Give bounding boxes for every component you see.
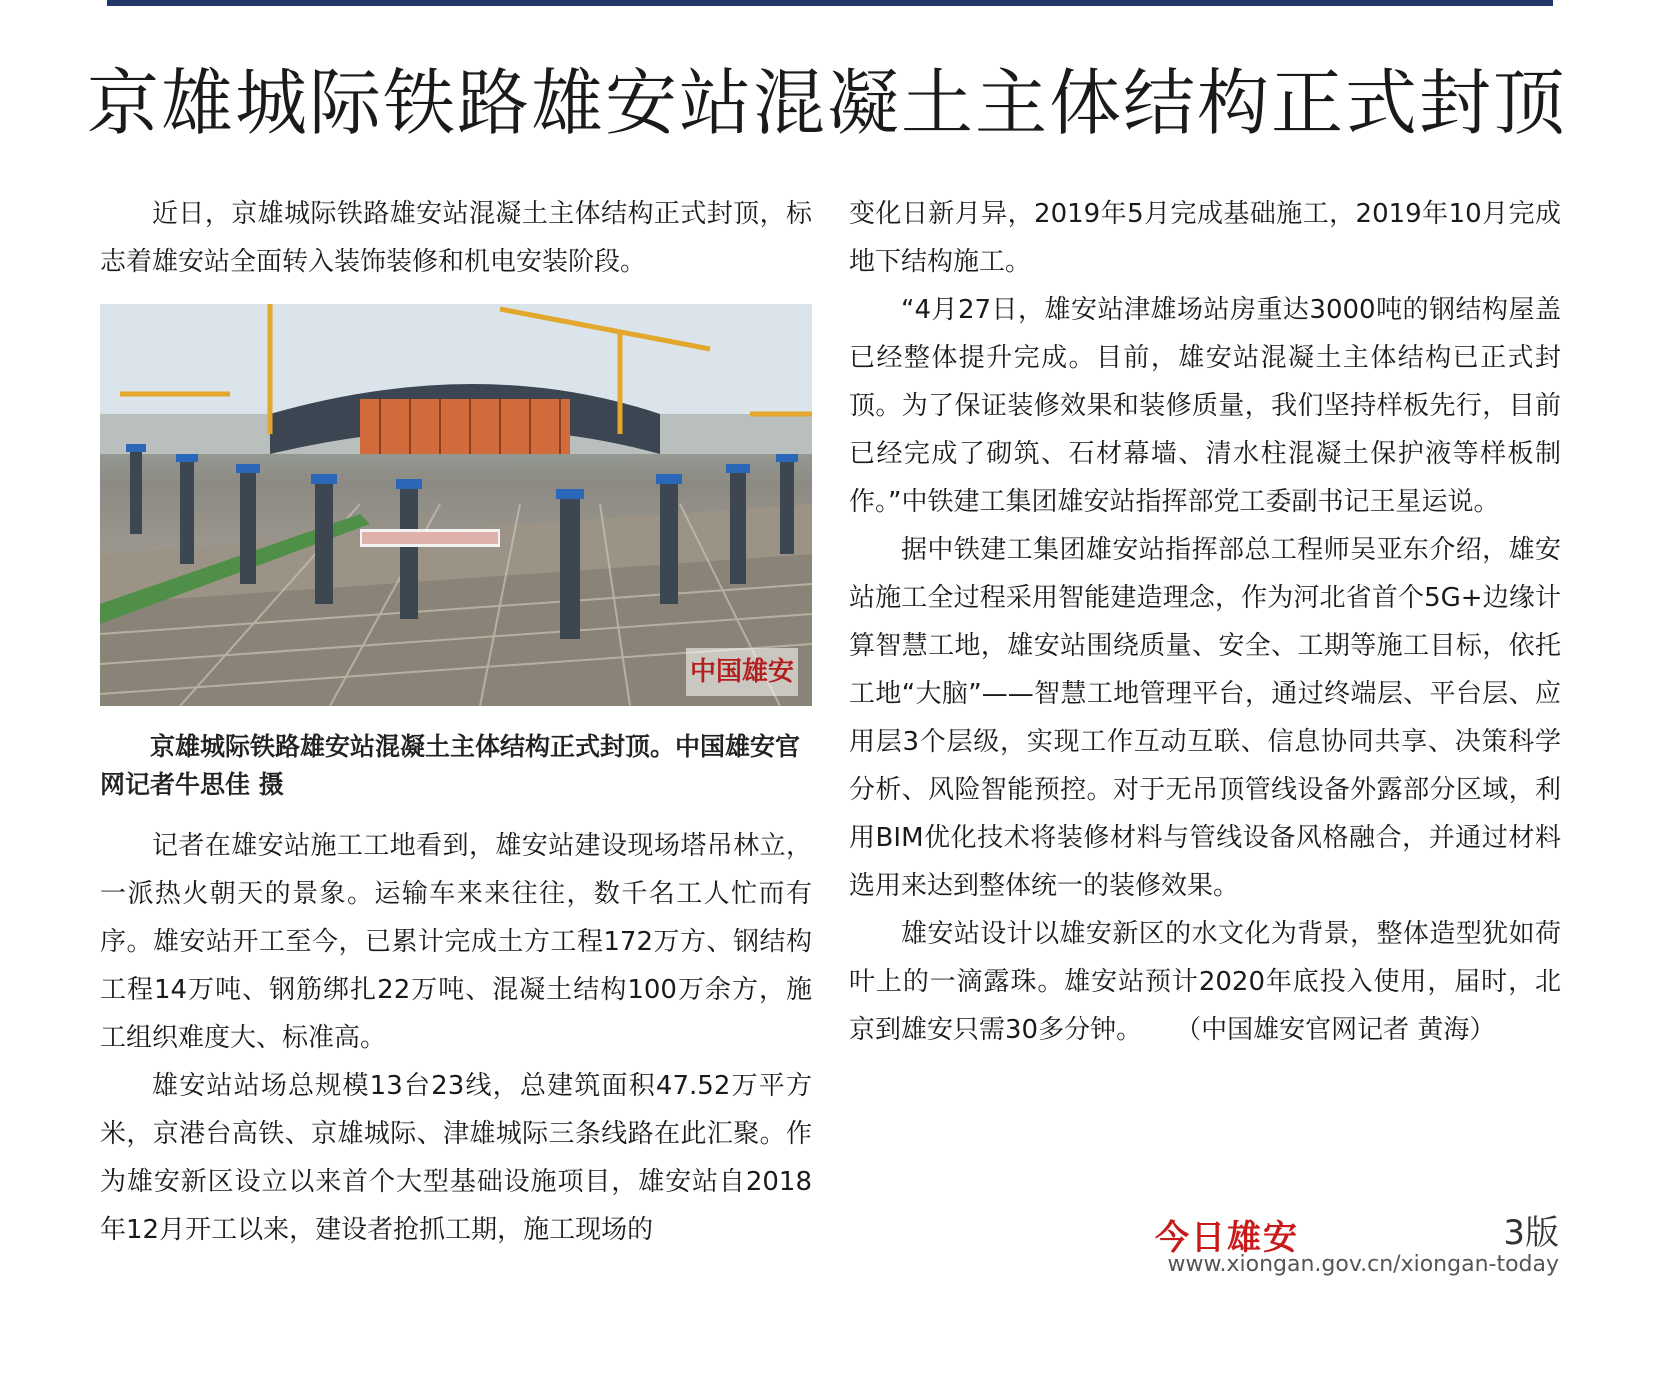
construction-photo [100, 304, 812, 706]
paragraph-design [849, 910, 1561, 1054]
right-column [849, 190, 1561, 1054]
paragraph-site-scene: 记者在雄安站施工工地看到，雄安站建设现场塔吊林立，一派热火朝天的景象。运输车来来往往，数千名工人忙而有序。雄安站开工至今，已累计完成土方工程172万方、钢结构工程14万吨、钢筋绑扎22万吨、混凝土结构100万余方，施工组织难度大、标准高。 [100, 831, 812, 1053]
paragraph-intro: 近日，京雄城际铁路雄安站混凝土主体结构正式封顶，标志着雄安站全面转入装饰装修和机电安装阶段。 [100, 199, 812, 277]
byline: （中国雄安官网记者 黄海） [1175, 1015, 1496, 1045]
photo-caption: 京雄城际铁路雄安站混凝土主体结构正式封顶。中国雄安官网记者牛思佳 摄 [100, 732, 801, 799]
paragraph-quote: “4月27日，雄安站津雄场站房重达3000吨的钢结构屋盖已经整体提升完成。目前，雄安站混凝土主体结构已正式封顶。为了保证装修效果和装修质量，我们坚持样板先行，目前已经完成了砌筑、石材幕墙、清水柱混凝土保护液等样板制作。”中铁建工集团雄安站指挥部党工委副书记王星运说。 [849, 295, 1561, 517]
paragraph-continuation: 变化日新月异，2019年5月完成基础施工，2019年10月完成地下结构施工。 [849, 199, 1561, 277]
photo-watermark: 中国雄安 [686, 648, 798, 696]
construction-scene-illustration [100, 304, 812, 706]
article-headline: 京雄城际铁路雄安站混凝土主体结构正式封顶 [86, 61, 1567, 145]
paragraph-station-scale: 雄安站站场总规模13台23线，总建筑面积47.52万平方米，京港台高铁、京雄城际、津雄城际三条线路在此汇聚。作为雄安新区设立以来首个大型基础设施项目，雄安站自2018年12月开工以来，建设者抢抓工期，施工现场的 [100, 1071, 812, 1245]
left-column [100, 190, 812, 1254]
publication-logo: 今日雄安 [1155, 1218, 1299, 1258]
paragraph-design-text: 雄安站设计以雄安新区的水文化为背景，整体造型犹如荷叶上的一滴露珠。雄安站预计2020年底投入使用，届时，北京到雄安只需30多分钟。 [849, 919, 1561, 1045]
website-url: www.xiongan.gov.cn/xiongan-today [1167, 1252, 1559, 1277]
paragraph-smart-site: 据中铁建工集团雄安站指挥部总工程师吴亚东介绍，雄安站施工全过程采用智能建造理念，作为河北省首个5G+边缘计算智慧工地，雄安站围绕质量、安全、工期等施工目标，依托工地“大脑”——智慧工地管理平台，通过终端层、平台层、应用层3个层级，实现工作互动互联、信息协同共享、决策科学分析、风险智能预控。对于无吊顶管线设备外露部分区域，利用BIM优化技术将装修材料与管线设备风格融合，并通过材料选用来达到整体统一的装修效果。 [849, 535, 1561, 901]
page-number: 3版 [1503, 1213, 1559, 1253]
top-rule [107, 0, 1553, 6]
